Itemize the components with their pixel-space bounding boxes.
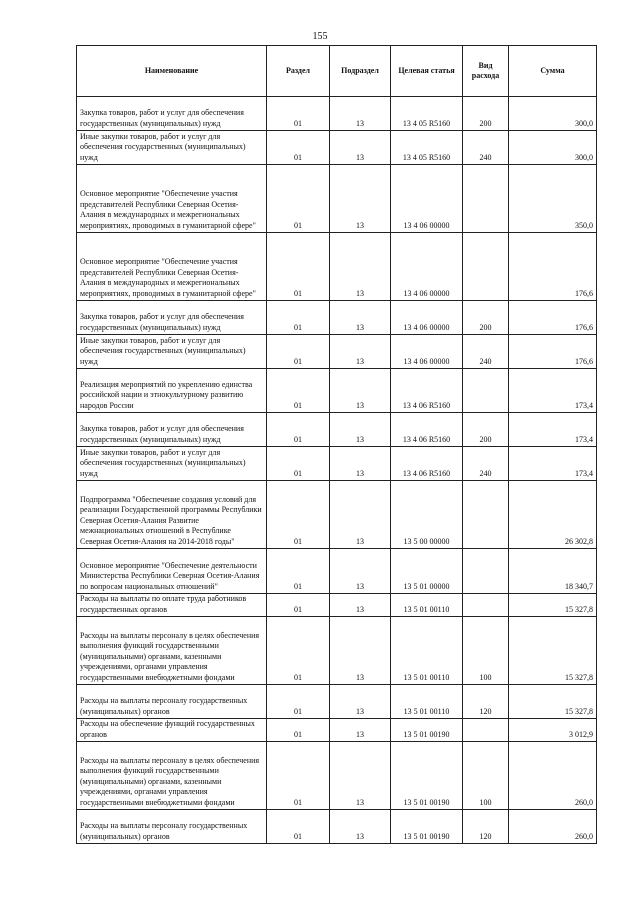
row-target: 13 4 06 00000 xyxy=(391,301,463,335)
row-target: 13 5 01 00000 xyxy=(391,549,463,594)
row-subsection: 13 xyxy=(330,335,391,369)
row-section: 01 xyxy=(267,131,330,165)
row-sum: 18 340,7 xyxy=(509,549,597,594)
row-type xyxy=(463,594,509,617)
row-section: 01 xyxy=(267,549,330,594)
row-target: 13 4 05 R5160 xyxy=(391,131,463,165)
row-sum: 15 327,8 xyxy=(509,617,597,685)
row-sum: 15 327,8 xyxy=(509,594,597,617)
row-type: 100 xyxy=(463,742,509,810)
row-name: Расходы на выплаты персоналу в целях обеспечения выполнения функций государственными (муниципальными) органами, казенными учреждениями, органами управления государственными внебюджетными фондами xyxy=(77,742,267,810)
row-subsection: 13 xyxy=(330,301,391,335)
table-row xyxy=(77,617,597,685)
row-target: 13 5 01 00190 xyxy=(391,742,463,810)
row-sum: 26 302,8 xyxy=(509,481,597,549)
row-name: Расходы на выплаты персоналу в целях обеспечения выполнения функций государственными (муниципальными) органами, казенными учреждениями, органами управления государственными внебюджетными фондами xyxy=(77,617,267,685)
row-subsection: 13 xyxy=(330,447,391,481)
row-subsection: 13 xyxy=(330,131,391,165)
row-name: Закупка товаров, работ и услуг для обеспечения государственных (муниципальных) нужд xyxy=(77,97,267,131)
row-sum: 173,4 xyxy=(509,413,597,447)
row-sum: 176,6 xyxy=(509,335,597,369)
row-name: Расходы на выплаты по оплате труда работников государственных органов xyxy=(77,594,267,617)
row-section: 01 xyxy=(267,165,330,233)
row-type: 120 xyxy=(463,810,509,844)
row-type: 120 xyxy=(463,685,509,719)
row-name: Закупка товаров, работ и услуг для обеспечения государственных (муниципальных) нужд xyxy=(77,301,267,335)
row-target: 13 5 01 00190 xyxy=(391,810,463,844)
row-subsection: 13 xyxy=(330,719,391,742)
row-target: 13 5 01 00190 xyxy=(391,719,463,742)
row-section: 01 xyxy=(267,233,330,301)
row-section: 01 xyxy=(267,335,330,369)
table-row xyxy=(77,413,597,447)
table-row xyxy=(77,685,597,719)
table-row xyxy=(77,810,597,844)
row-target: 13 4 06 R5160 xyxy=(391,413,463,447)
row-type xyxy=(463,233,509,301)
row-target: 13 5 00 00000 xyxy=(391,481,463,549)
row-sum: 300,0 xyxy=(509,97,597,131)
row-target: 13 5 01 00110 xyxy=(391,594,463,617)
row-name: Подпрограмма "Обеспечение создания условий для реализации Государственной программы Республики Северная Осетия-Алания Развитие межнациональных отношений в Республике Северная Осетия-Алания на 2014-2018 годы" xyxy=(77,481,267,549)
row-name: Иные закупки товаров, работ и услуг для обеспечения государственных (муниципальных) нужд xyxy=(77,131,267,165)
row-sum: 176,6 xyxy=(509,233,597,301)
row-section: 01 xyxy=(267,447,330,481)
row-subsection: 13 xyxy=(330,810,391,844)
row-type: 240 xyxy=(463,335,509,369)
row-target: 13 5 01 00110 xyxy=(391,685,463,719)
table-row xyxy=(77,594,597,617)
table-row xyxy=(77,165,597,233)
row-name: Расходы на выплаты персоналу государственных (муниципальных) органов xyxy=(77,685,267,719)
row-name: Закупка товаров, работ и услуг для обеспечения государственных (муниципальных) нужд xyxy=(77,413,267,447)
header-subsection: Подраздел xyxy=(330,46,391,97)
header-section: Раздел xyxy=(267,46,330,97)
row-sum: 260,0 xyxy=(509,810,597,844)
row-type xyxy=(463,549,509,594)
row-section: 01 xyxy=(267,719,330,742)
row-subsection: 13 xyxy=(330,165,391,233)
row-sum: 350,0 xyxy=(509,165,597,233)
row-name: Иные закупки товаров, работ и услуг для обеспечения государственных (муниципальных) нужд xyxy=(77,447,267,481)
row-target: 13 4 06 R5160 xyxy=(391,447,463,481)
row-section: 01 xyxy=(267,369,330,413)
row-sum: 3 012,9 xyxy=(509,719,597,742)
row-target: 13 4 05 R5160 xyxy=(391,97,463,131)
table-row xyxy=(77,233,597,301)
table-row xyxy=(77,447,597,481)
row-type xyxy=(463,481,509,549)
row-sum: 176,6 xyxy=(509,301,597,335)
row-name: Расходы на выплаты персоналу государственных (муниципальных) органов xyxy=(77,810,267,844)
row-sum: 173,4 xyxy=(509,447,597,481)
row-section: 01 xyxy=(267,97,330,131)
row-type: 100 xyxy=(463,617,509,685)
row-subsection: 13 xyxy=(330,97,391,131)
row-section: 01 xyxy=(267,617,330,685)
row-section: 01 xyxy=(267,594,330,617)
row-section: 01 xyxy=(267,685,330,719)
row-subsection: 13 xyxy=(330,369,391,413)
table-row xyxy=(77,131,597,165)
row-subsection: 13 xyxy=(330,413,391,447)
row-target: 13 4 06 R5160 xyxy=(391,369,463,413)
row-subsection: 13 xyxy=(330,481,391,549)
row-sum: 260,0 xyxy=(509,742,597,810)
table-row xyxy=(77,549,597,594)
header-sum: Сумма xyxy=(509,46,597,97)
row-type: 240 xyxy=(463,131,509,165)
table-row xyxy=(77,742,597,810)
row-type: 200 xyxy=(463,301,509,335)
row-name: Расходы на обеспечение функций государственных органов xyxy=(77,719,267,742)
row-section: 01 xyxy=(267,742,330,810)
row-name: Реализация мероприятий по укреплению единства российской нации и этнокультурному развитию народов России xyxy=(77,369,267,413)
row-section: 01 xyxy=(267,301,330,335)
row-target: 13 5 01 00110 xyxy=(391,617,463,685)
row-section: 01 xyxy=(267,413,330,447)
row-subsection: 13 xyxy=(330,742,391,810)
header-expense-type: Вид расхода xyxy=(463,46,509,97)
budget-table xyxy=(76,45,597,844)
table-header-row xyxy=(77,46,597,97)
row-type xyxy=(463,369,509,413)
table-row xyxy=(77,301,597,335)
row-type xyxy=(463,719,509,742)
header-name: Наименование xyxy=(77,46,267,97)
row-sum: 300,0 xyxy=(509,131,597,165)
row-target: 13 4 06 00000 xyxy=(391,335,463,369)
row-name: Основное мероприятие "Обеспечение участия представителей Республики Северная Осетия-Алания в международных и межрегиональных мероприятиях, проводимых в гуманитарной сфере" xyxy=(77,165,267,233)
row-subsection: 13 xyxy=(330,617,391,685)
row-sum: 15 327,8 xyxy=(509,685,597,719)
page-number: 155 xyxy=(312,31,328,42)
table-row xyxy=(77,97,597,131)
row-subsection: 13 xyxy=(330,594,391,617)
row-section: 01 xyxy=(267,481,330,549)
table-row xyxy=(77,481,597,549)
table-row xyxy=(77,369,597,413)
row-type: 200 xyxy=(463,97,509,131)
row-type: 240 xyxy=(463,447,509,481)
row-section: 01 xyxy=(267,810,330,844)
row-subsection: 13 xyxy=(330,549,391,594)
row-name: Иные закупки товаров, работ и услуг для обеспечения государственных (муниципальных) нужд xyxy=(77,335,267,369)
row-subsection: 13 xyxy=(330,233,391,301)
table-row xyxy=(77,335,597,369)
header-target: Целевая статья xyxy=(391,46,463,97)
row-name: Основное мероприятие "Обеспечение деятельности Министерства Республики Северная Осетия-Алания по вопросам национальных отношений" xyxy=(77,549,267,594)
table-row xyxy=(77,719,597,742)
row-name: Основное мероприятие "Обеспечение участия представителей Республики Северная Осетия-Алания в международных и межрегиональных мероприятиях, проводимых в гуманитарной сфере" xyxy=(77,233,267,301)
row-type xyxy=(463,165,509,233)
row-type: 200 xyxy=(463,413,509,447)
row-target: 13 4 06 00000 xyxy=(391,233,463,301)
row-target: 13 4 06 00000 xyxy=(391,165,463,233)
row-sum: 173,4 xyxy=(509,369,597,413)
row-subsection: 13 xyxy=(330,685,391,719)
